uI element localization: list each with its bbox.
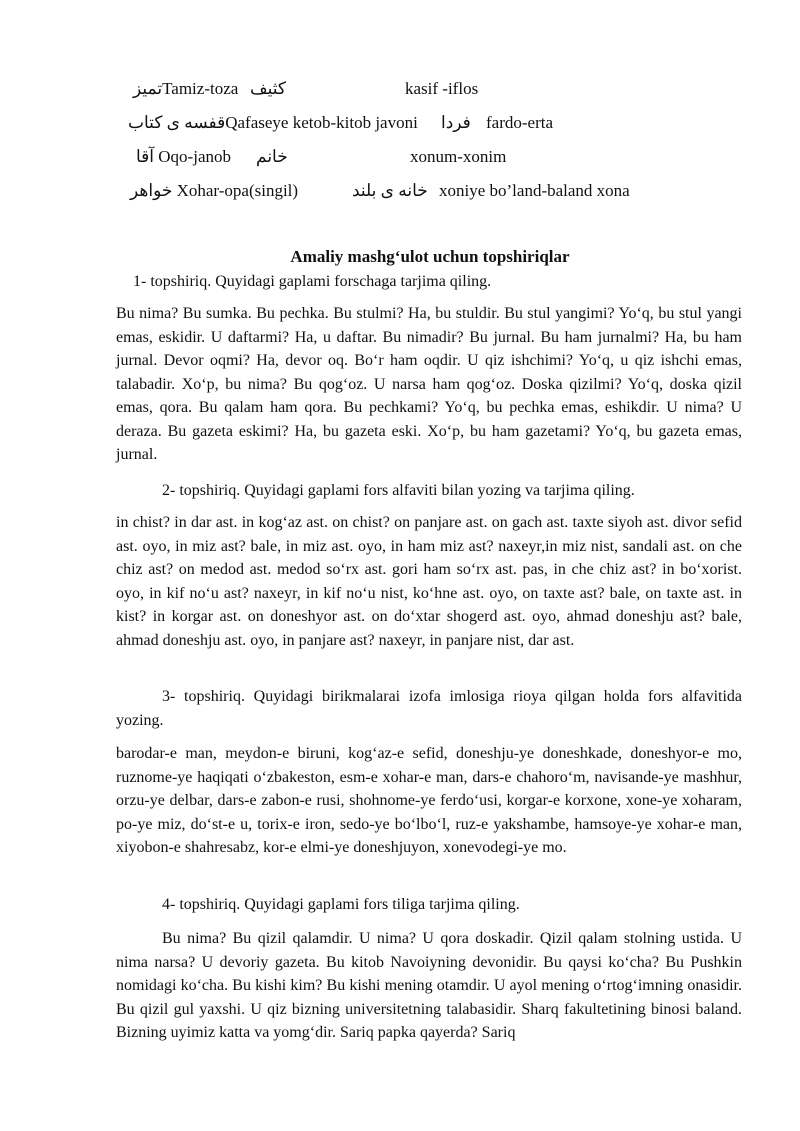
task-heading: 1- topshiriq. Quyidagi gaplami forschaga tarjima qiling. <box>133 273 492 290</box>
vocab-mid: خانه ی بلند <box>352 181 428 200</box>
vocab-right: xonum-xonim <box>410 147 507 166</box>
vocab-row <box>0 111 800 135</box>
vocab-row <box>0 179 800 203</box>
vocab-left: خواهر Xohar-opa(singil) <box>130 181 299 200</box>
vocab-row <box>0 77 800 101</box>
vocab-left: آقا Oqo-janob <box>136 147 231 166</box>
task-text: in chist? in dar ast. in kog‘az ast. on chist? on panjare ast. on gach ast. taxte siyoh ast. divor sefid ast. oyo, in miz ast? bale, in miz ast. oyo, in ham miz ast? naxeyr,in miz nist, sandali ast. on che chiz ast? on medod ast. medod so‘rx ast. gori ham so‘rx ast. pas, in che chiz ast? in bo‘xorist. oyo, in kif no‘u ast? naxeyr, in kif no‘u nist, ko‘hne ast. oyo, on taxte ast? bale, on taxte ast. in kist? in korgar ast. on doneshyor ast. on do‘xtar shogerd ast. oyo, ahmad doneshju ast? bale, ahmad doneshju ast. oyo, in panjare ast? naxeyr, in panjare nist, dar ast. <box>116 514 742 649</box>
task-text: Bu nima? Bu sumka. Bu pechka. Bu stulmi? Ha, bu stuldir. Bu stul yangimi? Yo‘q, bu stul yangi emas, eskidir. U daftarmi? Ha, u daftar. Bu nimadir? Bu jurnal. Bu ham jurnalmi? Ha, bu ham jurnal. Devor oqmi? Ha, devor oq. Bo‘r ham oqdir. U qiz ishchimi? Yo‘q, u qiz ishchi emas, talabadir. Xo‘p, bu nima? Bu qog‘oz. U narsa ham qog‘oz. Doska qizilmi? Yo‘q, doska qizil emas, qora. Bu qalam ham qora. Bu pechkami? Yo‘q, bu pechka emas, eshikdir. U nima? U deraza. Bu gazeta eskimi? Ha, bu gazeta eski. Xo‘p, bu ham gazetami? Yo‘q, bu gazeta emas, jurnal. <box>116 305 742 463</box>
vocab-mid: فردا <box>441 113 471 132</box>
task-heading: 3- topshiriq. Quyidagi birikmalarai izofa imlosiga rioya qilgan holda fors alfavitida yozing. <box>116 688 742 729</box>
task-heading: 2- topshiriq. Quyidagi gaplami fors alfaviti bilan yozing va tarjima qiling. <box>162 482 635 499</box>
vocab-right: xoniye bo’land-baland xona <box>439 181 630 200</box>
vocab-row <box>0 145 800 169</box>
vocab-left: تمیزTamiz-toza <box>133 79 239 98</box>
vocab-left: قفسه ی کتابQafaseye ketob-kitob javoni <box>128 113 418 132</box>
vocab-mid: خانم <box>256 147 288 166</box>
task-heading: 4- topshiriq. Quyidagi gaplami fors tiliga tarjima qiling. <box>162 896 520 913</box>
vocab-mid: کثیف <box>250 79 286 98</box>
task-text: Bu nima? Bu qizil qalamdir. U nima? U qora doskadir. Qizil qalam stolning ustida. U nima narsa? U devoriy gazeta. Bu kitob Navoiyning devonidir. Bu qaysi ko‘cha? Bu Pushkin nomidagi ko‘cha. Bu kishi kim? Bu kishi mening otamdir. U ayol mening o‘rtog‘imning onasidir. Bu qizil gul yaxshi. U qiz bizning universitetning talabasidir. Sharq fakultetining binosi baland. Bizning uyimiz katta va yomg‘dir. Sariq papka qayerda? Sariq <box>116 930 742 1041</box>
section-title: Amaliy mashg‘ulot uchun topshiriqlar <box>290 247 570 266</box>
vocab-right: kasif -iflos <box>405 79 479 98</box>
vocab-right: fardo-erta <box>486 113 554 132</box>
task-text: barodar-e man, meydon-e biruni, kog‘az-e sefid, doneshju-ye doneshkade, doneshyor-e mo, ruznome-ye haqiqati o‘zbakeston, esm-e xohar-e man, dars-e chahoro‘m, navisande-ye mashhur, orzu-ye delbar, dars-e zabon-e rusi, shohnome-ye ferdo‘usi, korgar-e korxone, xone-ye xoharam, po-ye miz, do‘st-e u, torix-e iron, sedo-ye bo‘lbo‘l, ruz-e yakshambe, hamsoye-ye xohar-e man, xiyobon-e shahresabz, kor-e elmi-ye doneshjuyon, xonevodegi-ye mo. <box>116 745 742 856</box>
